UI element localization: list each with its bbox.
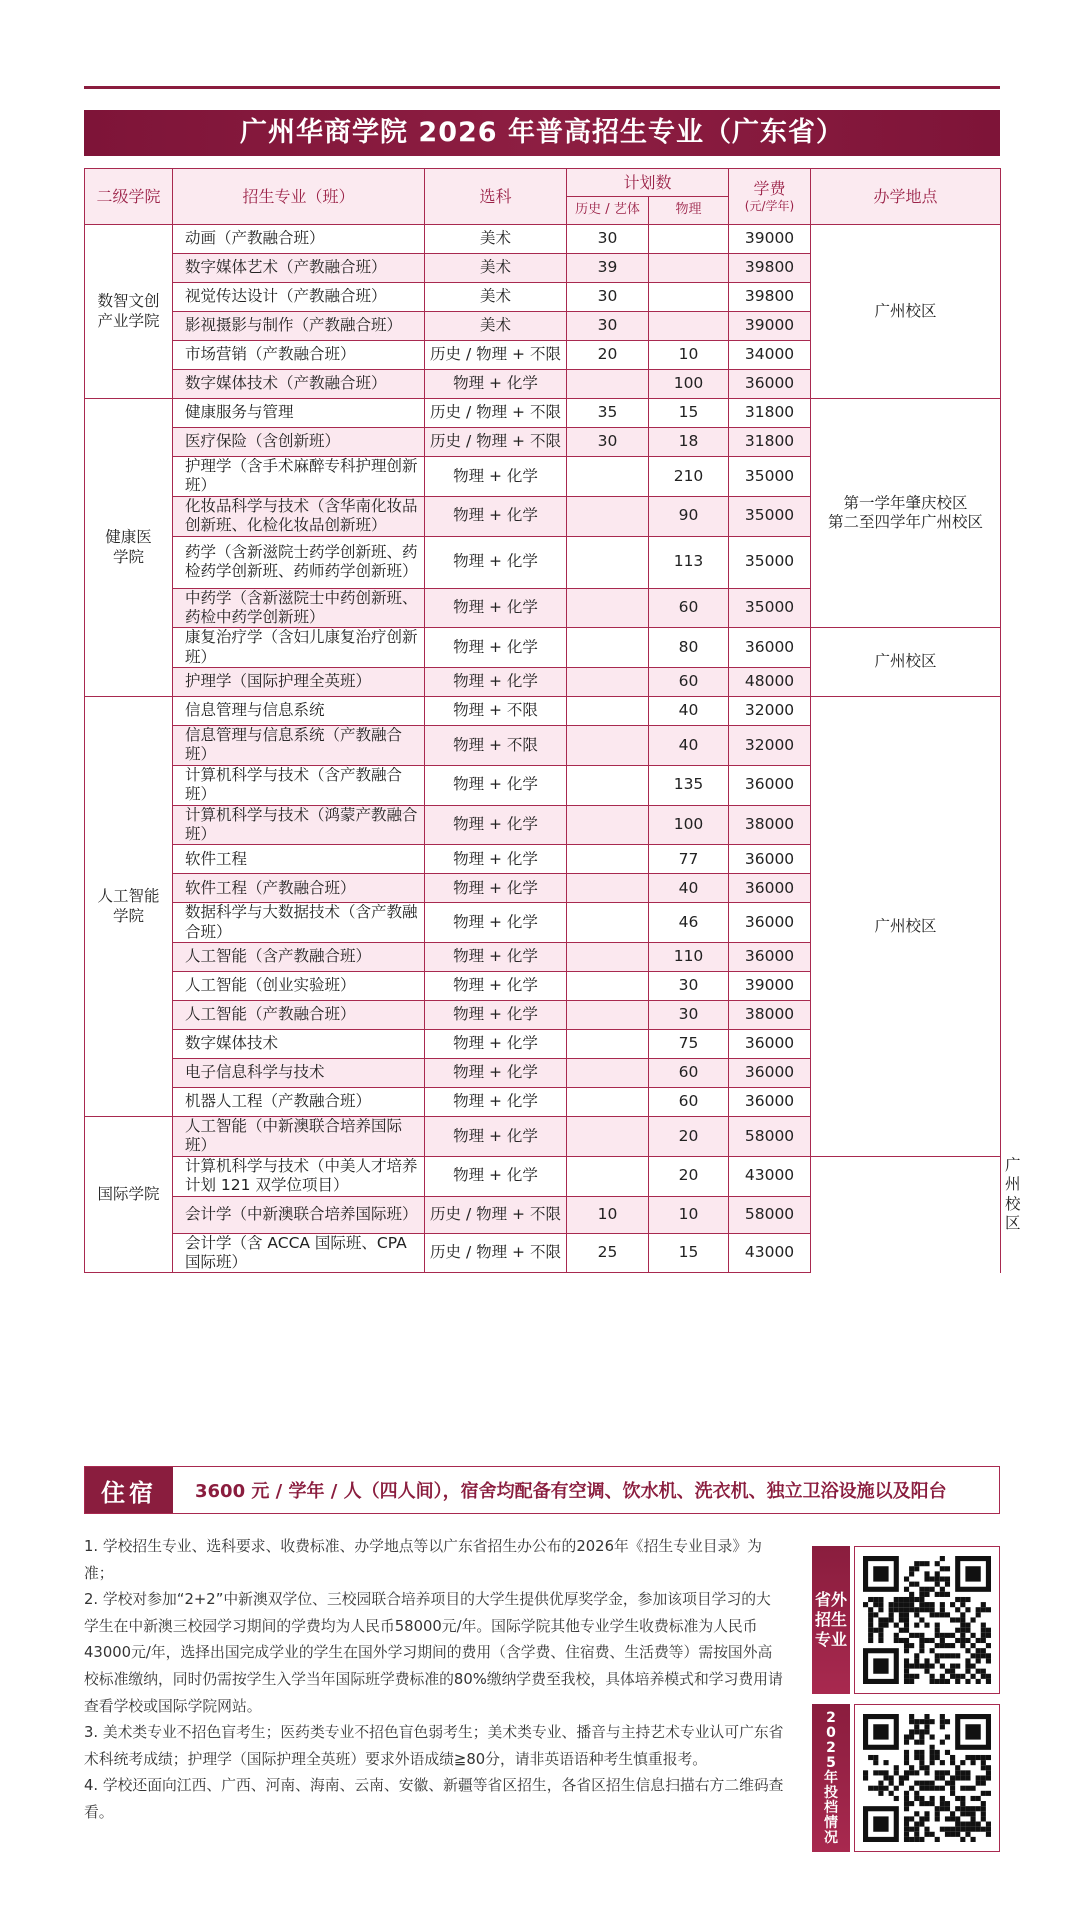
qr-code-2025-results[interactable] xyxy=(854,1704,1000,1852)
fee-cell: 38000 xyxy=(729,805,811,845)
major-cell: 人工智能（创业实验班） xyxy=(173,972,425,1001)
plan-phys-cell: 30 xyxy=(649,1001,729,1030)
location-cell: 广州校区 xyxy=(811,697,1001,1157)
fee-cell: 36000 xyxy=(729,628,811,668)
plan-hist-cell xyxy=(567,457,649,497)
table-row xyxy=(85,1156,1001,1196)
fee-cell: 36000 xyxy=(729,1030,811,1059)
table-row xyxy=(85,628,1001,668)
table-row xyxy=(85,399,1001,428)
plan-hist-cell xyxy=(567,1030,649,1059)
plan-hist-cell: 30 xyxy=(567,225,649,254)
plan-hist-cell: 30 xyxy=(567,312,649,341)
fee-cell: 39800 xyxy=(729,254,811,283)
plan-hist-cell xyxy=(567,588,649,628)
plan-hist-cell xyxy=(567,1156,649,1196)
qr-code-outside-majors[interactable] xyxy=(854,1546,1000,1694)
plan-hist-cell: 20 xyxy=(567,341,649,370)
fee-cell: 31800 xyxy=(729,428,811,457)
qr-label-outside-majors: 省外 招生 专业 xyxy=(812,1546,850,1694)
plan-hist-cell xyxy=(567,765,649,805)
subject-cell: 物理 + 化学 xyxy=(425,972,567,1001)
plan-hist-cell xyxy=(567,697,649,726)
admissions-table xyxy=(84,168,1021,1273)
header-fee xyxy=(729,169,811,225)
plan-hist-cell xyxy=(567,1117,649,1157)
subject-cell: 物理 + 化学 xyxy=(425,668,567,697)
subject-cell: 物理 + 化学 xyxy=(425,765,567,805)
notes xyxy=(84,1534,784,1827)
major-cell: 人工智能（中新澳联合培养国际班） xyxy=(173,1117,425,1157)
plan-hist-cell xyxy=(567,726,649,766)
plan-phys-cell: 15 xyxy=(649,1233,729,1273)
fee-cell: 43000 xyxy=(729,1156,811,1196)
subject-cell: 历史 / 物理 + 不限 xyxy=(425,1196,567,1233)
plan-hist-cell xyxy=(567,972,649,1001)
plan-phys-cell: 30 xyxy=(649,972,729,1001)
major-cell: 会计学（中新澳联合培养国际班） xyxy=(173,1196,425,1233)
location-cell: 第一学年肇庆校区 第二至四学年广州校区 xyxy=(811,399,1001,628)
major-cell: 人工智能（含产教融合班） xyxy=(173,943,425,972)
plan-phys-cell: 20 xyxy=(649,1117,729,1157)
plan-phys-cell: 60 xyxy=(649,1059,729,1088)
fee-cell: 43000 xyxy=(729,1233,811,1273)
plan-phys-cell: 18 xyxy=(649,428,729,457)
major-cell: 健康服务与管理 xyxy=(173,399,425,428)
subject-cell: 历史 / 物理 + 不限 xyxy=(425,399,567,428)
fee-cell: 36000 xyxy=(729,874,811,903)
fee-cell: 38000 xyxy=(729,1001,811,1030)
fee-cell: 58000 xyxy=(729,1196,811,1233)
plan-phys-cell: 40 xyxy=(649,874,729,903)
subject-cell: 物理 + 化学 xyxy=(425,588,567,628)
plan-phys-cell: 10 xyxy=(649,1196,729,1233)
major-cell: 电子信息科学与技术 xyxy=(173,1059,425,1088)
plan-phys-cell: 100 xyxy=(649,805,729,845)
table-row xyxy=(85,225,1001,254)
major-cell: 影视摄影与制作（产教融合班） xyxy=(173,312,425,341)
major-cell: 信息管理与信息系统（产教融合班） xyxy=(173,726,425,766)
major-cell: 动画（产教融合班） xyxy=(173,225,425,254)
fee-cell: 35000 xyxy=(729,536,811,588)
note-3: 3. 美术类专业不招色盲考生；医药类专业不招色盲色弱考生；美术类专业、播音与主持艺术专业认可广东省术科统考成绩；护理学（国际护理全英班）要求外语成绩≧80分，请非英语语种考生慎重报考。 xyxy=(84,1724,784,1768)
plan-phys-cell: 80 xyxy=(649,628,729,668)
header-major: 招生专业（班） xyxy=(173,169,425,225)
subject-cell: 物理 + 化学 xyxy=(425,1156,567,1196)
fee-cell: 36000 xyxy=(729,943,811,972)
major-cell: 信息管理与信息系统 xyxy=(173,697,425,726)
qr-label-2025-results: 2 0 2 5 年 投 档 情 况 xyxy=(812,1704,850,1852)
subject-cell: 物理 + 化学 xyxy=(425,370,567,399)
lodging-text: 3600 元 / 学年 / 人（四人间），宿舍均配备有空调、饮水机、洗衣机、独立卫浴设施以及阳台 xyxy=(195,1481,947,1502)
subject-cell: 历史 / 物理 + 不限 xyxy=(425,1233,567,1273)
note-2: 2. 学校对参加“2+2”中新澳双学位、三校园联合培养项目的大学生提供优厚奖学金，参加该项目学习的大学生在中新澳三校园学习期间的学费均为人民币58000元/年。国际学院其他专业学生收费标准为人民币43000元/年，选择出国完成学业的学生在国外学习期间的费用（含学费、住宿费、生活费等）需按国外高校标准缴纳，同时仍需按学生入学当年国际班学费标准的80%缴纳学费至我校，具体培养模式和学习费用请查看学校或国际学院网站。 xyxy=(84,1591,783,1715)
plan-phys-cell: 210 xyxy=(649,457,729,497)
subject-cell: 美术 xyxy=(425,283,567,312)
plan-phys-cell: 60 xyxy=(649,1088,729,1117)
major-cell: 机器人工程（产教融合班） xyxy=(173,1088,425,1117)
plan-phys-cell: 10 xyxy=(649,341,729,370)
header-location: 办学地点 xyxy=(811,169,1001,225)
plan-hist-cell xyxy=(567,536,649,588)
fee-cell: 36000 xyxy=(729,765,811,805)
fee-cell: 32000 xyxy=(729,726,811,766)
table-row xyxy=(85,697,1001,726)
plan-hist-cell: 10 xyxy=(567,1196,649,1233)
major-cell: 中药学（含新滋院士中药创新班、药检中药学创新班） xyxy=(173,588,425,628)
qr-code-icon xyxy=(863,1714,991,1842)
fee-cell: 35000 xyxy=(729,457,811,497)
major-cell: 数字媒体技术 xyxy=(173,1030,425,1059)
plan-phys-cell xyxy=(649,283,729,312)
subject-cell: 美术 xyxy=(425,254,567,283)
subject-cell: 美术 xyxy=(425,312,567,341)
header-plan-hist: 历史 / 艺体 xyxy=(567,197,649,225)
major-cell: 数字媒体艺术（产教融合班） xyxy=(173,254,425,283)
location-cell: 广州校区 xyxy=(811,628,1001,697)
plan-hist-cell: 39 xyxy=(567,254,649,283)
fee-cell: 36000 xyxy=(729,370,811,399)
lodging-bar xyxy=(84,1466,1000,1514)
subject-cell: 物理 + 化学 xyxy=(425,1059,567,1088)
table-row xyxy=(85,1196,1001,1233)
subject-cell: 物理 + 化学 xyxy=(425,457,567,497)
college-cell: 健康医 学院 xyxy=(85,399,173,697)
header-plan-phys: 物理 xyxy=(649,197,729,225)
fee-cell: 36000 xyxy=(729,903,811,943)
header-fee-label: 学费 xyxy=(753,179,786,198)
plan-phys-cell: 20 xyxy=(649,1156,729,1196)
subject-cell: 物理 + 化学 xyxy=(425,536,567,588)
plan-phys-cell: 60 xyxy=(649,668,729,697)
plan-phys-cell: 113 xyxy=(649,536,729,588)
plan-hist-cell xyxy=(567,874,649,903)
fee-cell: 39000 xyxy=(729,225,811,254)
subject-cell: 美术 xyxy=(425,225,567,254)
table-body xyxy=(85,225,1021,1273)
plan-hist-cell: 30 xyxy=(567,428,649,457)
fee-cell: 58000 xyxy=(729,1117,811,1157)
college-cell: 数智文创 产业学院 xyxy=(85,225,173,399)
table-row: 国际学院 人工智能（中新澳联合培养国际班） 物理 + 化学 20 58000 广州校区 xyxy=(85,1117,1001,1157)
plan-phys-cell: 40 xyxy=(649,726,729,766)
major-cell: 软件工程（产教融合班） xyxy=(173,874,425,903)
fee-cell: 36000 xyxy=(729,1059,811,1088)
subject-cell: 物理 + 不限 xyxy=(425,697,567,726)
plan-hist-cell: 35 xyxy=(567,399,649,428)
plan-phys-cell: 46 xyxy=(649,903,729,943)
plan-phys-cell xyxy=(649,254,729,283)
qr-block-2025-results xyxy=(812,1704,1000,1852)
plan-phys-cell: 75 xyxy=(649,1030,729,1059)
major-cell: 软件工程 xyxy=(173,845,425,874)
qr-code-icon xyxy=(863,1556,991,1684)
plan-phys-cell: 100 xyxy=(649,370,729,399)
header-subject: 选科 xyxy=(425,169,567,225)
header-plan: 计划数 xyxy=(567,169,729,197)
major-cell: 康复治疗学（含妇儿康复治疗创新班） xyxy=(173,628,425,668)
plan-hist-cell: 30 xyxy=(567,283,649,312)
fee-cell: 35000 xyxy=(729,496,811,536)
plan-hist-cell xyxy=(567,845,649,874)
fee-cell: 39000 xyxy=(729,972,811,1001)
fee-cell: 39000 xyxy=(729,312,811,341)
subject-cell: 物理 + 化学 xyxy=(425,1088,567,1117)
header-fee-unit: (元/学年) xyxy=(744,199,795,213)
fee-cell: 32000 xyxy=(729,697,811,726)
major-cell: 计算机科学与技术（含产教融合班） xyxy=(173,765,425,805)
subject-cell: 物理 + 化学 xyxy=(425,1030,567,1059)
plan-hist-cell: 25 xyxy=(567,1233,649,1273)
plan-hist-cell xyxy=(567,370,649,399)
plan-hist-cell xyxy=(567,668,649,697)
major-cell: 化妆品科学与技术（含华南化妆品创新班、化检化妆品创新班） xyxy=(173,496,425,536)
subject-cell: 物理 + 化学 xyxy=(425,628,567,668)
subject-cell: 物理 + 化学 xyxy=(425,903,567,943)
major-cell: 数字媒体技术（产教融合班） xyxy=(173,370,425,399)
plan-phys-cell: 77 xyxy=(649,845,729,874)
fee-cell: 35000 xyxy=(729,588,811,628)
major-cell: 会计学（含 ACCA 国际班、CPA 国际班） xyxy=(173,1233,425,1273)
major-cell: 计算机科学与技术（中美人才培养计划 121 双学位项目） xyxy=(173,1156,425,1196)
major-cell: 人工智能（产教融合班） xyxy=(173,1001,425,1030)
lodging-label: 住宿 xyxy=(85,1467,173,1513)
fee-cell: 48000 xyxy=(729,668,811,697)
subject-cell: 物理 + 化学 xyxy=(425,845,567,874)
plan-phys-cell: 60 xyxy=(649,588,729,628)
plan-phys-cell: 15 xyxy=(649,399,729,428)
subject-cell: 物理 + 化学 xyxy=(425,496,567,536)
plan-hist-cell xyxy=(567,805,649,845)
page-title: 广州华商学院 2026 年普高招生专业（广东省） xyxy=(84,110,1000,156)
plan-hist-cell xyxy=(567,496,649,536)
plan-hist-cell xyxy=(567,1059,649,1088)
subject-cell: 物理 + 化学 xyxy=(425,1001,567,1030)
major-cell: 视觉传达设计（产教融合班） xyxy=(173,283,425,312)
fee-cell: 36000 xyxy=(729,845,811,874)
subject-cell: 物理 + 化学 xyxy=(425,874,567,903)
plan-hist-cell xyxy=(567,943,649,972)
note-1: 1. 学校招生专业、选科要求、收费标准、办学地点等以广东省招生办公布的2026年《招生专业目录》为准； xyxy=(84,1538,762,1582)
plan-hist-cell xyxy=(567,1088,649,1117)
college-cell: 国际学院 xyxy=(85,1117,173,1273)
plan-phys-cell: 90 xyxy=(649,496,729,536)
subject-cell: 物理 + 化学 xyxy=(425,805,567,845)
location-cell: 广州校区 xyxy=(811,225,1001,399)
plan-phys-cell xyxy=(649,312,729,341)
major-cell: 药学（含新滋院士药学创新班、药检药学创新班、药师药学创新班） xyxy=(173,536,425,588)
subject-cell: 物理 + 不限 xyxy=(425,726,567,766)
fee-cell: 34000 xyxy=(729,341,811,370)
college-cell: 人工智能 学院 xyxy=(85,697,173,1117)
major-cell: 市场营销（产教融合班） xyxy=(173,341,425,370)
major-cell: 护理学（国际护理全英班） xyxy=(173,668,425,697)
plan-hist-cell xyxy=(567,1001,649,1030)
top-rule xyxy=(84,86,1000,89)
subject-cell: 历史 / 物理 + 不限 xyxy=(425,341,567,370)
qr-block-outside-majors xyxy=(812,1546,1000,1694)
fee-cell: 39800 xyxy=(729,283,811,312)
plan-hist-cell xyxy=(567,903,649,943)
header-college: 二级学院 xyxy=(85,169,173,225)
subject-cell: 历史 / 物理 + 不限 xyxy=(425,428,567,457)
plan-phys-cell: 135 xyxy=(649,765,729,805)
major-cell: 计算机科学与技术（鸿蒙产教融合班） xyxy=(173,805,425,845)
plan-phys-cell: 110 xyxy=(649,943,729,972)
subject-cell: 物理 + 化学 xyxy=(425,943,567,972)
plan-hist-cell xyxy=(567,628,649,668)
fee-cell: 36000 xyxy=(729,1088,811,1117)
table-row xyxy=(85,1233,1001,1273)
major-cell: 医疗保险（含创新班） xyxy=(173,428,425,457)
major-cell: 护理学（含手术麻醉专科护理创新班） xyxy=(173,457,425,497)
plan-phys-cell xyxy=(649,225,729,254)
note-4: 4. 学校还面向江西、广西、河南、海南、云南、安徽、新疆等省区招生，各省区招生信息扫描右方二维码查看。 xyxy=(84,1777,784,1821)
fee-cell: 31800 xyxy=(729,399,811,428)
plan-phys-cell: 40 xyxy=(649,697,729,726)
subject-cell: 物理 + 化学 xyxy=(425,1117,567,1157)
major-cell: 数据科学与大数据技术（含产教融合班） xyxy=(173,903,425,943)
